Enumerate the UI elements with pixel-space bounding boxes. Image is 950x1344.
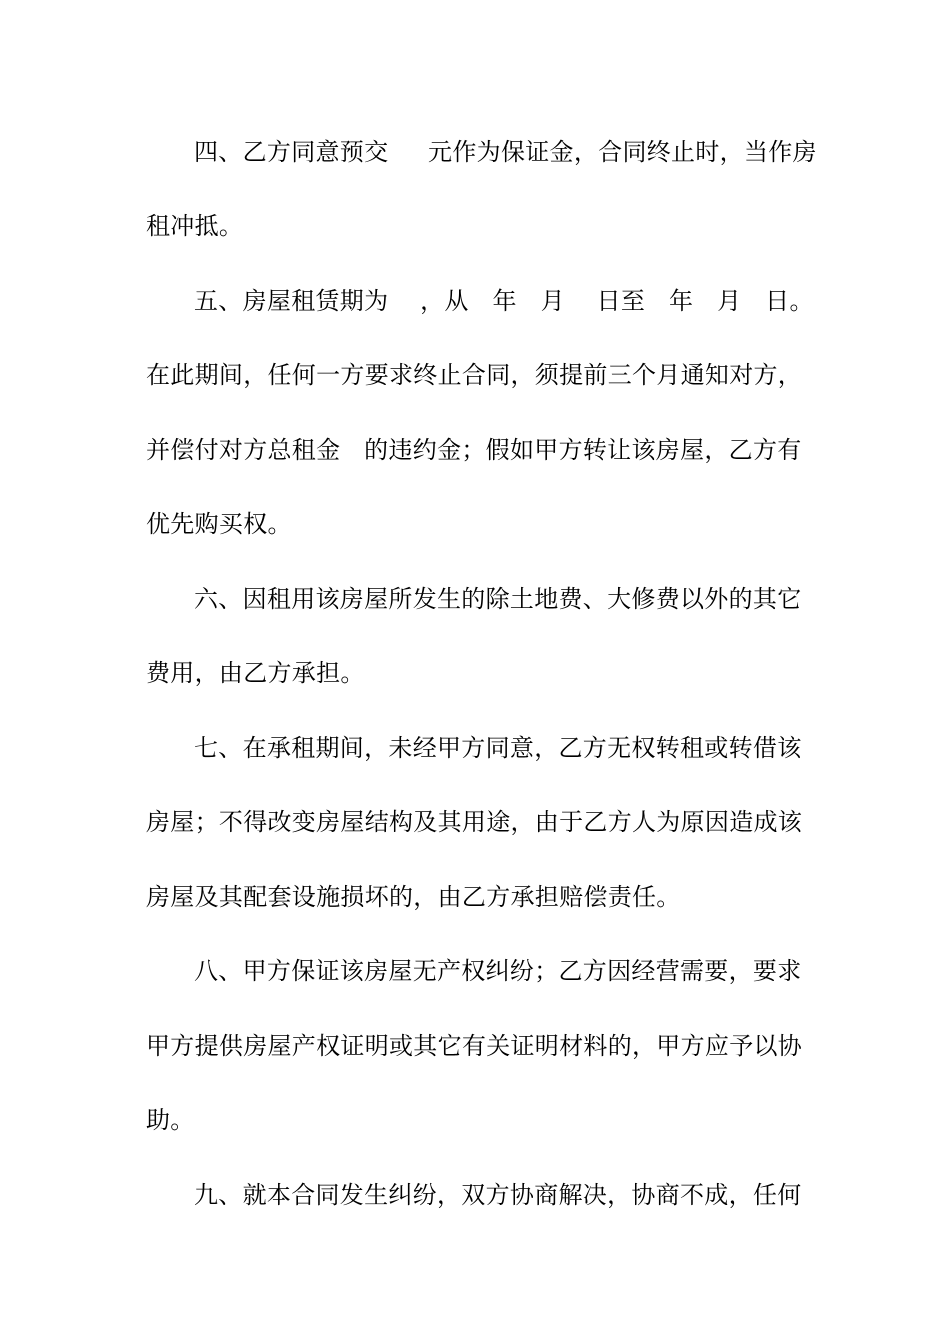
- clause-7-line-3: 房屋及其配套设施损坏的，由乙方承担赔偿责任。: [146, 883, 681, 911]
- clause-9-line-1: 九、就本合同发生纠纷，双方协商解决，协商不成，任何: [194, 1181, 802, 1209]
- clause-8-line-2: 甲方提供房屋产权证明或其它有关证明材料的，甲方应予以协: [146, 1032, 803, 1060]
- clause-5-line-4: 优先购买权。: [146, 510, 292, 538]
- clause-4-line-1: 四、乙方同意预交 元作为保证金，合同终止时，当作房: [194, 138, 817, 166]
- clause-7-line-2: 房屋；不得改变房屋结构及其用途，由于乙方人为原因造成该: [146, 808, 803, 836]
- clause-6-line-2: 费用，由乙方承担。: [146, 659, 365, 687]
- clause-5-line-3: 并偿付对方总租金 的违约金；假如甲方转让该房屋，乙方有: [146, 436, 802, 464]
- clause-8-line-3: 助。: [146, 1106, 195, 1134]
- clause-4-line-2: 租冲抵。: [146, 212, 244, 240]
- clause-6-line-1: 六、因租用该房屋所发生的除土地费、大修费以外的其它: [194, 585, 802, 613]
- clause-5-line-2: 在此期间，任何一方要求终止合同，须提前三个月通知对方，: [146, 361, 803, 389]
- clause-7-line-1: 七、在承租期间，未经甲方同意，乙方无权转租或转借该: [194, 734, 802, 762]
- clause-5-line-1: 五、房屋租赁期为 ，从 年 月 日至 年 月 日。: [194, 287, 814, 315]
- clause-8-line-1: 八、甲方保证该房屋无产权纠纷；乙方因经营需要，要求: [194, 957, 802, 985]
